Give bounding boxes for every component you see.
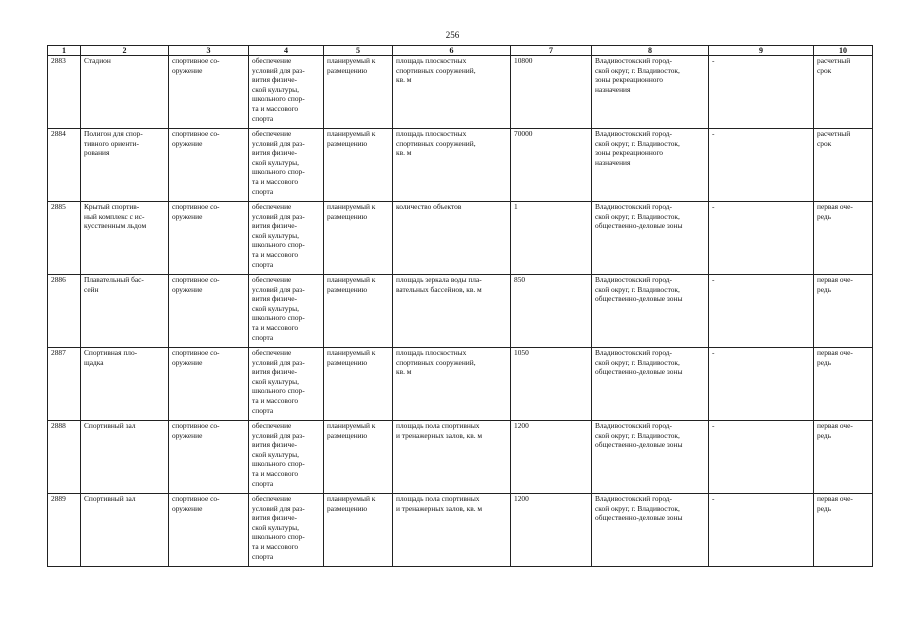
registry-table [47,45,873,567]
table-cell: количество объектов [393,202,511,275]
table-cell: Владивостокский город- ской округ, г. Владивосток, зоны рекреационного назначения [592,56,709,129]
table-cell: обеспечение условий для раз- вития физиче- ской культуры, школьного спор- та и массового спорта [249,129,324,202]
table-cell: первая оче- редь [814,348,873,421]
table-cell: 1200 [511,421,592,494]
table-cell: 850 [511,275,592,348]
table-cell: первая оче- редь [814,494,873,567]
table-cell: спортивное со- оружение [169,494,249,567]
table-cell: обеспечение условий для раз- вития физиче- ской культуры, школьного спор- та и массового спорта [249,348,324,421]
table-cell: Владивостокский город- ской округ, г. Владивосток, общественно-деловые зоны [592,494,709,567]
column-header: 7 [511,46,592,56]
table-row [48,421,873,494]
table-cell: - [709,129,814,202]
table-row [48,129,873,202]
table-cell: площадь зеркала воды пла- вательных бассейнов, кв. м [393,275,511,348]
header-row [48,46,873,56]
table-cell: Полигон для спор- тивного ориенти- рования [81,129,169,202]
table-cell: расчетный срок [814,129,873,202]
table-cell: спортивное со- оружение [169,56,249,129]
table-cell: планируемый к размещению [324,421,393,494]
table-cell: площадь пола спортивных и тренажерных залов, кв. м [393,494,511,567]
column-header: 6 [393,46,511,56]
table-cell: 1200 [511,494,592,567]
table-cell: 2889 [48,494,81,567]
table-cell: Владивостокский город- ской округ, г. Владивосток, общественно-деловые зоны [592,421,709,494]
table-cell: спортивное со- оружение [169,129,249,202]
table-cell: Спортивный зал [81,494,169,567]
table-cell: обеспечение условий для раз- вития физиче- ской культуры, школьного спор- та и массового спорта [249,202,324,275]
column-header: 9 [709,46,814,56]
table-cell: - [709,275,814,348]
table-cell: спортивное со- оружение [169,202,249,275]
column-header: 2 [81,46,169,56]
table-row [48,275,873,348]
table-cell: планируемый к размещению [324,494,393,567]
table-cell: Владивостокский город- ской округ, г. Владивосток, общественно-деловые зоны [592,202,709,275]
column-header: 5 [324,46,393,56]
column-header: 1 [48,46,81,56]
table-cell: обеспечение условий для раз- вития физиче- ской культуры, школьного спор- та и массового спорта [249,56,324,129]
table-cell: площадь плоскостных спортивных сооружений, кв. м [393,56,511,129]
column-header: 3 [169,46,249,56]
table-cell: Владивостокский город- ской округ, г. Владивосток, общественно-деловые зоны [592,348,709,421]
table-cell: Стадион [81,56,169,129]
table-cell: Крытый спортив- ный комплекс с ис- кусственным льдом [81,202,169,275]
table-cell: расчетный срок [814,56,873,129]
table-cell: - [709,421,814,494]
table-cell: планируемый к размещению [324,202,393,275]
table-cell: 1 [511,202,592,275]
table-cell: 2883 [48,56,81,129]
column-header: 8 [592,46,709,56]
table-cell: площадь плоскостных спортивных сооружений, кв. м [393,129,511,202]
page-number: 256 [445,30,460,40]
table-cell: - [709,494,814,567]
table-row [48,348,873,421]
table-cell: планируемый к размещению [324,348,393,421]
table-cell: 2886 [48,275,81,348]
table-cell: 2884 [48,129,81,202]
column-header: 4 [249,46,324,56]
table-cell: 2885 [48,202,81,275]
table-cell: - [709,348,814,421]
table-cell: планируемый к размещению [324,56,393,129]
table-cell: планируемый к размещению [324,275,393,348]
table-cell: первая оче- редь [814,421,873,494]
table-cell: первая оче- редь [814,275,873,348]
table-cell: планируемый к размещению [324,129,393,202]
table-row [48,202,873,275]
table-cell: первая оче- редь [814,202,873,275]
table-cell: Плавательный бас- сейн [81,275,169,348]
table-cell: спортивное со- оружение [169,275,249,348]
table-cell: спортивное со- оружение [169,348,249,421]
table-cell: 1050 [511,348,592,421]
table-cell: 2888 [48,421,81,494]
table-row [48,494,873,567]
column-header: 10 [814,46,873,56]
table-cell: Спортивный зал [81,421,169,494]
table-cell: обеспечение условий для раз- вития физиче- ской культуры, школьного спор- та и массового спорта [249,421,324,494]
table-row [48,56,873,129]
table-cell: Владивостокский город- ской округ, г. Владивосток, общественно-деловые зоны [592,275,709,348]
table-cell: 10800 [511,56,592,129]
table-cell: площадь пола спортивных и тренажерных залов, кв. м [393,421,511,494]
table-cell: 2887 [48,348,81,421]
table-cell: обеспечение условий для раз- вития физиче- ской культуры, школьного спор- та и массового спорта [249,494,324,567]
table-cell: площадь плоскостных спортивных сооружений, кв. м [393,348,511,421]
table-cell: Спортивная пло- щадка [81,348,169,421]
table-cell: спортивное со- оружение [169,421,249,494]
table-cell: - [709,202,814,275]
table-cell: Владивостокский город- ской округ, г. Владивосток, зоны рекреационного назначения [592,129,709,202]
table-cell: - [709,56,814,129]
table-cell: обеспечение условий для раз- вития физиче- ской культуры, школьного спор- та и массового спорта [249,275,324,348]
table-cell: 70000 [511,129,592,202]
